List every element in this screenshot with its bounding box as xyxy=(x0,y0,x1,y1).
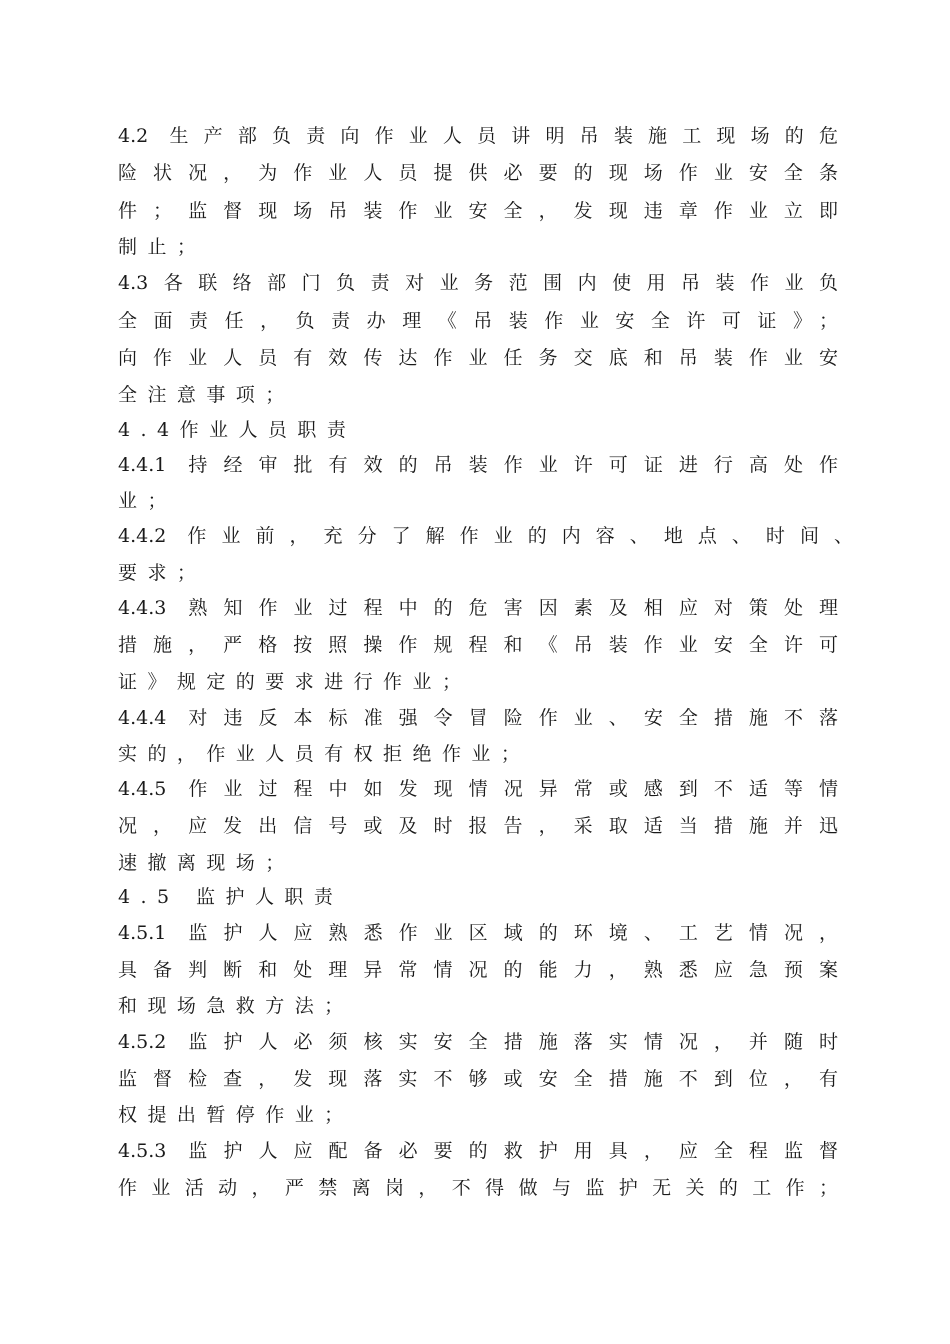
text-line xyxy=(118,739,838,769)
text-line-content: 4.2 生产部负责向作业人员讲明吊装施工现场的危 xyxy=(118,125,838,147)
text-line xyxy=(118,450,838,480)
text-line xyxy=(118,415,838,445)
text-line xyxy=(118,343,838,373)
text-line xyxy=(118,486,838,516)
text-line-content: 速撤离现场； xyxy=(118,852,295,874)
text-line xyxy=(118,521,853,551)
text-line-content: 证》规定的要求进行作业； xyxy=(118,671,472,693)
text-line-content: 实的，作业人员有权拒绝作业； xyxy=(118,743,531,765)
text-line-content: 4.4.3 熟知作业过程中的危害因素及相应对策处理 xyxy=(118,597,838,619)
text-line-content: 4.4作业人员职责 xyxy=(118,419,357,441)
text-line-content: 4.4.1 持经审批有效的吊装作业许可证进行高处作 xyxy=(118,454,838,476)
text-line-content: 4.4.5 作业过程中如发现情况异常或感到不适等情 xyxy=(118,778,838,800)
text-line-content: 况，应发出信号或及时报告，采取适当措施并迅 xyxy=(118,815,838,837)
text-line-content: 制止； xyxy=(118,236,207,258)
text-line-content: 全注意事项； xyxy=(118,384,295,406)
text-line xyxy=(118,918,838,948)
text-line xyxy=(118,955,838,985)
text-line-content: 险状况，为作业人员提供必要的现场作业安全条 xyxy=(118,162,838,184)
text-line xyxy=(118,703,838,733)
text-line-content: 业； xyxy=(118,490,177,512)
text-line-content: 监督检查，发现落实不够或安全措施不到位，有 xyxy=(118,1068,838,1090)
text-line xyxy=(118,158,838,188)
text-line-content: 要求； xyxy=(118,562,207,584)
text-line xyxy=(118,848,838,878)
text-line-content: 具备判断和处理异常情况的能力，熟悉应急预案 xyxy=(118,959,838,981)
text-line-content: 权提出暂停作业； xyxy=(118,1104,354,1126)
text-line-content: 全面责任，负责办理《吊装作业安全许可证》； xyxy=(118,310,838,332)
text-line-content: 4.5 监护人职责 xyxy=(118,886,344,908)
text-line xyxy=(118,991,838,1021)
text-line-content: 4.5.3 监护人应配备必要的救护用具，应全程监督 xyxy=(118,1140,838,1162)
text-line xyxy=(118,196,838,226)
text-line xyxy=(118,558,838,588)
text-line xyxy=(118,1064,838,1094)
text-line xyxy=(118,1100,838,1130)
text-line-content: 4.5.1 监护人应熟悉作业区域的环境、工艺情况， xyxy=(118,922,838,944)
text-line xyxy=(118,811,838,841)
text-line xyxy=(118,121,838,151)
text-line-content: 4.5.2 监护人必须核实安全措施落实情况，并随时 xyxy=(118,1031,838,1053)
text-line xyxy=(118,667,838,697)
text-line xyxy=(118,1027,838,1057)
text-line-content: 措施，严格按照操作规程和《吊装作业安全许可 xyxy=(118,634,838,656)
text-line xyxy=(118,593,838,623)
text-line-content: 向作业人员有效传达作业任务交底和吊装作业安 xyxy=(118,347,838,369)
text-line xyxy=(118,882,838,912)
text-line xyxy=(118,630,838,660)
text-line xyxy=(118,1173,838,1203)
text-line-content: 作业活动，严禁离岗，不得做与监护无关的工作； xyxy=(118,1177,838,1199)
text-line-content: 和现场急救方法； xyxy=(118,995,354,1017)
text-line-content: 4.4.4 对违反本标准强令冒险作业、安全措施不落 xyxy=(118,707,838,729)
text-line-content: 4.3各联络部门负责对业务范围内使用吊装作业负 xyxy=(118,272,838,294)
text-line xyxy=(118,774,838,804)
text-line xyxy=(118,306,838,336)
text-line xyxy=(118,268,838,298)
text-line xyxy=(118,232,838,262)
text-line-content: 件；监督现场吊装作业安全，发现违章作业立即 xyxy=(118,200,838,222)
text-line xyxy=(118,380,838,410)
text-line xyxy=(118,1136,838,1166)
text-line-content: 4.4.2 作业前，充分了解作业的内容、地点、时间、 xyxy=(118,525,853,547)
